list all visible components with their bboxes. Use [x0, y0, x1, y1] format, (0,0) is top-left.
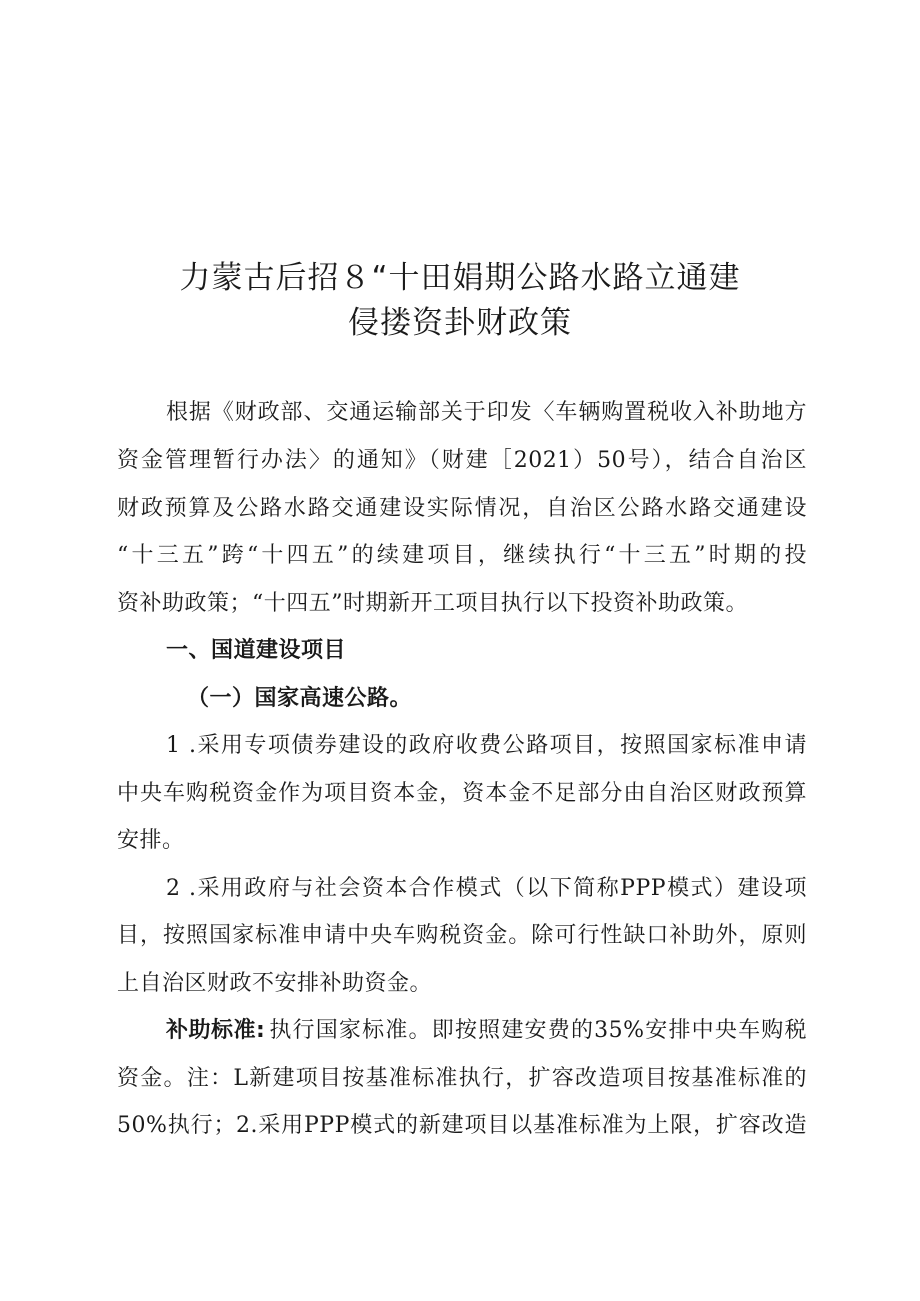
- intro-line-1: 根据《财政部、交通运输部关于印发〈车辆购置税收入补助地方: [166, 400, 807, 425]
- item-2-line-2: 目，按照国家标准申请中央车购税资金。除可行性缺口补助外，原则: [117, 923, 807, 948]
- document-title-line-1: 力蒙古后招８“十田娟期公路水路立通建: [179, 260, 741, 296]
- intro-line-3: 财政预算及公路水路交通建设实际情况，自治区公路水路交通建设: [117, 496, 807, 521]
- subsidy-line-3: 50%执行；2.采用PPP模式的新建项目以基准标准为上限，扩容改造: [117, 1113, 807, 1138]
- subsidy-line-1: [166, 1016, 807, 1046]
- intro-line-2: 资金管理暂行办法〉的通知》（财建［2021）50号），结合自治区: [117, 448, 807, 473]
- item-2-line-3: 上自治区财政不安排补助资金。: [117, 971, 433, 996]
- subsidy-line-2: 资金。注：L新建项目按基准标准执行，扩容改造项目按基准标准的: [117, 1066, 807, 1091]
- subsidy-text-1: 执行国家标准。即按照建安费的35%安排中央车购税: [269, 1018, 807, 1043]
- item-1-line-1: 1 .采用专项债券建设的政府收费公路项目，按照国家标准申请: [166, 733, 807, 758]
- intro-line-4: “十三五”跨“十四五”的续建项目，继续执行“十三五”时期的投: [117, 543, 807, 568]
- subsection-heading-national-expressway: （一）国家高速公路。: [187, 686, 413, 711]
- item-1-line-3: 安排。: [117, 828, 185, 853]
- intro-line-5: 资补助政策；“十四五”时期新开工项目执行以下投资补助政策。: [117, 591, 748, 616]
- item-1-line-2: 中央车购税资金作为项目资本金，资本金不足部分由自治区财政预算: [117, 781, 807, 806]
- document-title-line-2: 侵搂资卦财政策: [348, 305, 572, 341]
- item-2-line-1: 2 .采用政府与社会资本合作模式（以下简称PPP模式）建设项: [166, 876, 807, 901]
- subsidy-label: 补助标准:: [166, 1018, 266, 1043]
- section-heading-national-roads: 一、国道建设项目: [166, 638, 347, 663]
